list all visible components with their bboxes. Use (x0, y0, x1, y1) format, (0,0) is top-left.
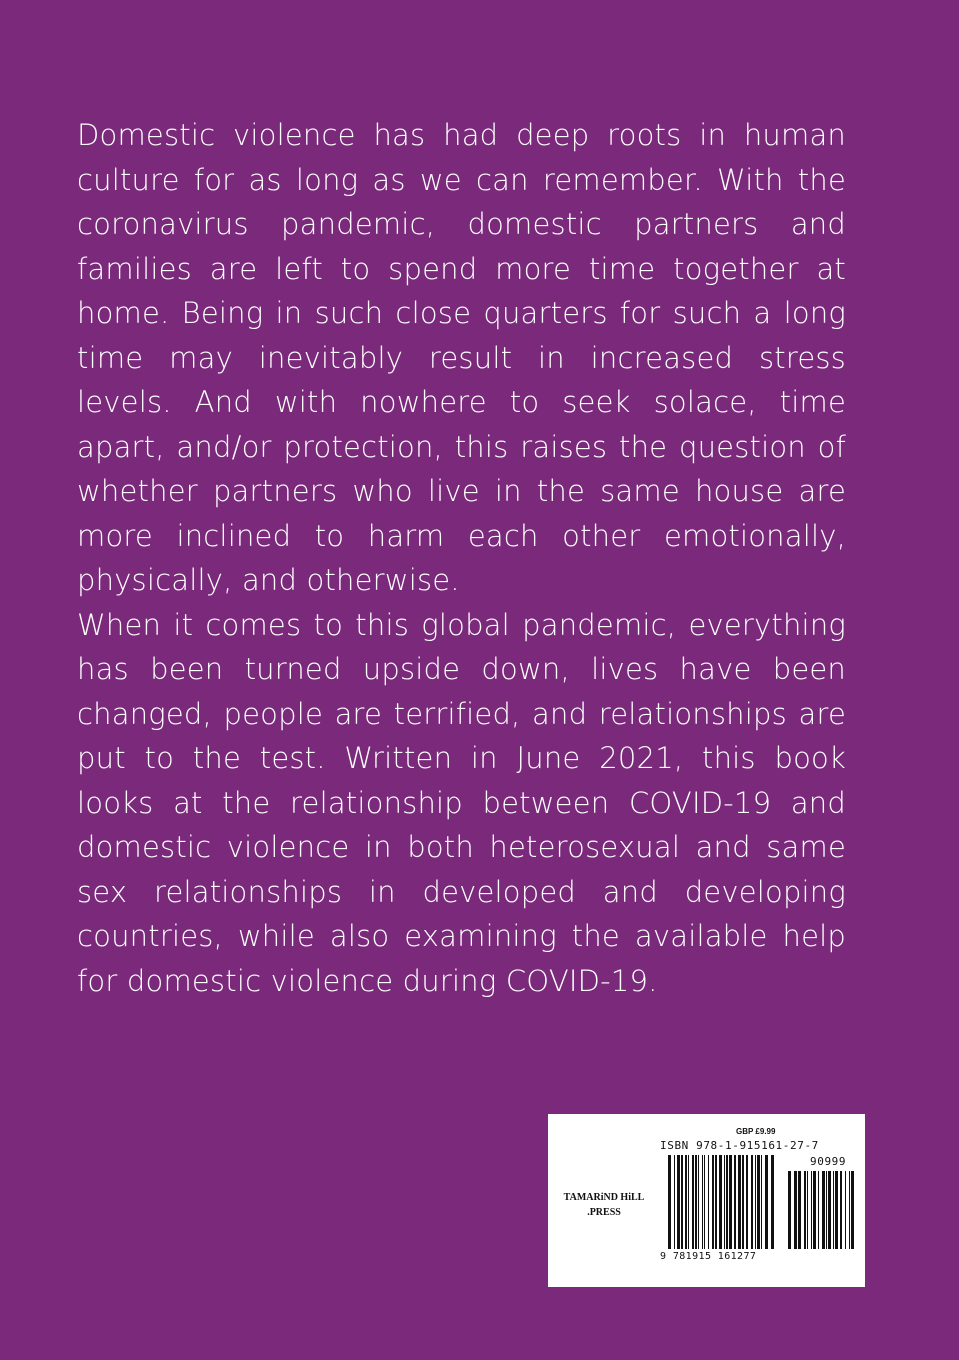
barcode-bar (755, 1155, 756, 1249)
barcode-bar (788, 1171, 791, 1249)
barcode-bar (771, 1155, 774, 1249)
barcode-bar (702, 1155, 703, 1249)
barcode-bar (698, 1155, 699, 1249)
barcode-bar (719, 1155, 722, 1249)
barcode-bar (674, 1155, 675, 1249)
barcode-bar (835, 1171, 838, 1249)
barcode-bar (804, 1171, 806, 1249)
barcode-bar (798, 1171, 801, 1249)
blurb-paragraph-2: When it comes to this global pandemic, everything has been turned upside down, lives have been changed, people are terrified, and relationships are put to the test. Written in June 2021, this book looks at the relationship between COVID-19 and domestic violence in both heterosexual and same sex relationships in developed and developing countries, while also examining the available help for domestic violence during COVID-19. (77, 607, 846, 998)
barcode-bar (833, 1171, 834, 1249)
barcode-bar (712, 1155, 714, 1249)
barcode-bar (704, 1155, 705, 1249)
barcode-bar (845, 1171, 846, 1249)
barcode-panel (548, 1114, 865, 1287)
barcode-bar (708, 1155, 709, 1249)
publisher-name-line-1: TAMARiND HiLL (563, 1192, 645, 1203)
barcode-bar (685, 1155, 687, 1249)
barcode-bar (746, 1155, 748, 1249)
barcode-bar (751, 1155, 753, 1249)
barcode-bar (692, 1155, 694, 1249)
barcode-bar (688, 1155, 689, 1249)
barcode-bar (813, 1171, 816, 1249)
barcode-bar (757, 1155, 760, 1249)
barcode-bar (677, 1155, 680, 1249)
barcode-main-bars (668, 1155, 774, 1249)
barcode-bar (715, 1155, 717, 1249)
publisher-name-line-2: .PRESS (587, 1207, 621, 1218)
barcode-bar (738, 1155, 741, 1249)
barcode-bar (828, 1171, 831, 1249)
barcode-bar (811, 1171, 812, 1249)
barcode-bar (851, 1171, 854, 1249)
blurb-text (77, 113, 846, 1003)
barcode-bar (734, 1155, 736, 1249)
barcode-addon-bars (788, 1171, 854, 1249)
barcode-bar (761, 1155, 762, 1249)
barcode-digits: 9 781915 161277 (660, 1251, 757, 1262)
barcode-bar (695, 1155, 697, 1249)
barcode-bar (742, 1155, 744, 1249)
barcode-bar (724, 1155, 725, 1249)
barcode-bar (726, 1155, 728, 1249)
barcode-bar (840, 1171, 842, 1249)
barcode-bar (849, 1171, 850, 1249)
barcode-bar (681, 1155, 683, 1249)
barcode-bar (822, 1171, 825, 1249)
isbn-label: ISBN 978-1-915161-27-7 (660, 1139, 819, 1152)
barcode-bar (668, 1155, 671, 1249)
blurb-paragraph-1: Domestic violence has had deep roots in human culture for as long as we can remember. With the coronavirus pandemic, domestic partners and families are left to spend more time together at home. Being in such close quarters for such a long time may inevitably result in increased stress levels. And with nowhere to seek solace, time apart, and/or protection, this raises the question of whether partners who live in the same house are more inclined to harm each other emotionally, physically, and otherwise. (77, 118, 846, 597)
barcode-bar (826, 1171, 827, 1249)
barcode-bar (729, 1155, 732, 1249)
barcode-bar (807, 1171, 808, 1249)
barcode-bar (765, 1155, 768, 1249)
price-label: GBP £9.99 (736, 1127, 776, 1136)
addon-code: 90999 (810, 1155, 847, 1168)
barcode-bar (794, 1171, 797, 1249)
barcode-bar (818, 1171, 819, 1249)
